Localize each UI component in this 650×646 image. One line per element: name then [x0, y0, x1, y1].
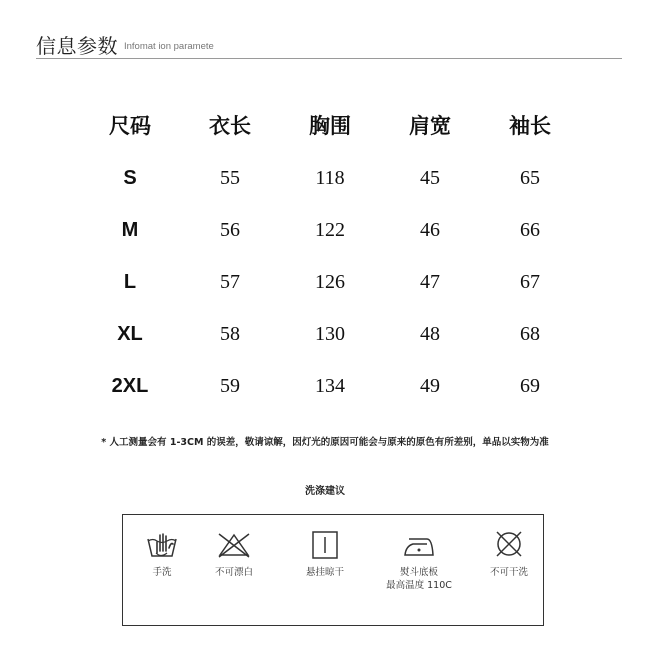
care-label-temperature: 最高温度 110C — [386, 580, 452, 591]
no-dry-clean-icon — [491, 529, 527, 561]
header-size: 尺码 — [109, 114, 151, 138]
chest-cell: 126 — [315, 271, 345, 293]
care-item-no-dry-clean — [461, 529, 557, 579]
size-cell: XL — [117, 323, 143, 345]
size-cell: S — [123, 167, 137, 189]
table-row — [80, 368, 580, 420]
chest-cell: 118 — [315, 167, 345, 189]
iron-icon — [401, 529, 437, 561]
table-row — [80, 160, 580, 212]
section-title: 信息参数 — [36, 34, 118, 58]
shoulder-cell: 46 — [420, 219, 440, 241]
care-label: 熨斗底板 — [399, 567, 438, 578]
section-subtitle: Infomat ion paramete — [124, 41, 214, 52]
shoulder-cell: 48 — [420, 323, 440, 345]
size-cell: 2XL — [111, 375, 149, 397]
size-cell: L — [123, 271, 137, 293]
hang-dry-icon — [307, 529, 343, 561]
chest-cell: 122 — [315, 219, 345, 241]
wash-section-title: 洗涤建议 — [305, 486, 345, 497]
header-shoulder: 肩宽 — [409, 114, 451, 138]
header-length: 衣长 — [209, 114, 251, 138]
chest-cell: 134 — [315, 375, 345, 397]
measurement-note: * 人工测量会有 1-3CM 的误差，敬请谅解，因灯光的原因可能会与原来的原色有所差别，单品以实物为准 — [101, 437, 549, 448]
sleeve-cell: 65 — [520, 167, 540, 189]
shoulder-cell: 49 — [420, 375, 440, 397]
size-table-header-row — [80, 108, 580, 160]
size-table — [80, 108, 580, 420]
table-row — [80, 212, 580, 264]
care-label: 不可漂白 — [214, 567, 253, 578]
header-sleeve: 袖长 — [509, 114, 551, 138]
header-chest: 胸围 — [309, 114, 351, 138]
chest-cell: 130 — [315, 323, 345, 345]
no-bleach-icon — [216, 529, 252, 561]
care-item-iron — [371, 529, 467, 592]
sleeve-cell: 67 — [520, 271, 540, 293]
length-cell: 57 — [220, 271, 240, 293]
sleeve-cell: 68 — [520, 323, 540, 345]
size-cell: M — [121, 219, 139, 241]
hand-wash-icon — [144, 529, 180, 561]
care-label: 手洗 — [152, 567, 172, 578]
care-label: 悬挂晾干 — [305, 567, 344, 578]
length-cell: 56 — [220, 219, 240, 241]
care-item-no-bleach — [186, 529, 282, 579]
sleeve-cell: 66 — [520, 219, 540, 241]
care-item-hang-dry — [277, 529, 373, 579]
length-cell: 59 — [220, 375, 240, 397]
care-label: 不可干洗 — [489, 567, 528, 578]
care-instructions-box — [122, 514, 544, 626]
shoulder-cell: 45 — [420, 167, 440, 189]
table-row — [80, 264, 580, 316]
section-header — [36, 30, 622, 59]
length-cell: 55 — [220, 167, 240, 189]
sleeve-cell: 69 — [520, 375, 540, 397]
shoulder-cell: 47 — [420, 271, 440, 293]
length-cell: 58 — [220, 323, 240, 345]
table-row — [80, 316, 580, 368]
